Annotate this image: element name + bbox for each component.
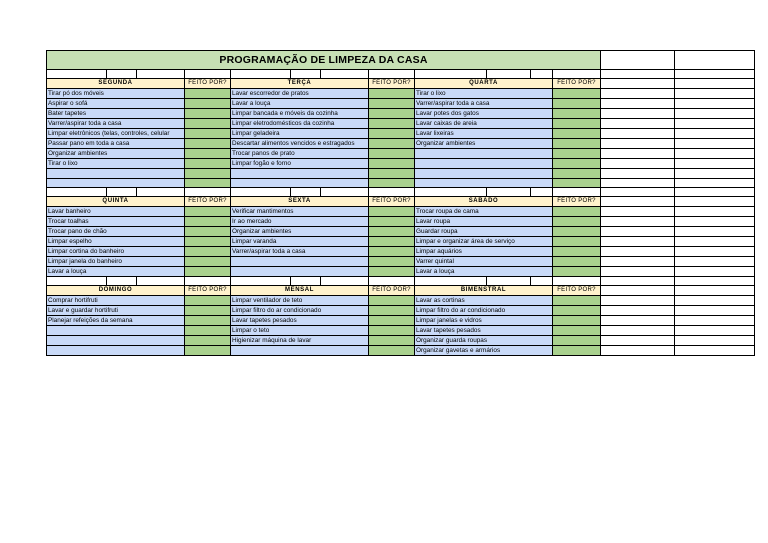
task-cell[interactable]: Lavar potes dos gatos [415,109,553,119]
empty-cell[interactable] [675,316,755,326]
spacer-row [47,70,755,79]
task-row [47,217,755,227]
task-cell[interactable]: Lavar a louça [415,267,553,277]
feito-por-cell[interactable] [553,149,601,159]
spreadsheet [46,50,755,356]
task-cell[interactable]: Limpar ventilador de teto [231,296,369,306]
task-row [47,89,755,99]
day-header[interactable]: SEGUNDA [47,79,185,89]
task-cell[interactable]: Lavar banheiro [47,207,185,217]
empty-cell[interactable] [601,169,675,178]
empty-cell[interactable] [107,70,137,79]
feito-por-cell[interactable] [369,109,415,119]
task-row [47,346,755,356]
empty-cell[interactable] [601,326,675,336]
feito-por-cell[interactable] [553,129,601,139]
task-cell[interactable]: Descartar alimentos vencidos e estragados [231,139,369,149]
task-row [47,296,755,306]
task-cell[interactable]: Trocar pano de chão [47,227,185,237]
empty-cell[interactable] [675,237,755,247]
feito-por-cell[interactable] [369,217,415,227]
empty-cell[interactable] [601,129,675,139]
empty-cell[interactable] [601,247,675,257]
feito-por-cell[interactable] [369,119,415,129]
feito-por-cell[interactable] [185,139,231,149]
feito-por-cell[interactable] [369,346,415,356]
empty-cell[interactable] [107,277,137,286]
feito-por-cell[interactable] [185,247,231,257]
task-cell[interactable]: Lavar a louça [47,267,185,277]
empty-cell[interactable] [601,346,675,356]
feito-por-cell[interactable] [553,227,601,237]
empty-cell[interactable] [531,277,553,286]
feito-por-cell[interactable] [369,129,415,139]
empty-cell[interactable] [415,187,487,196]
empty-cell[interactable] [601,187,675,196]
empty-cell[interactable] [531,70,553,79]
task-cell[interactable]: Limpar bancada e móveis da cozinha [231,109,369,119]
task-cell[interactable]: Lavar caixas de areia [415,119,553,129]
task-cell[interactable]: Limpar eletrônicos (telas, controles, celular [47,129,185,139]
empty-cell[interactable] [553,70,601,79]
empty-cell[interactable] [185,70,231,79]
task-row [47,257,755,267]
empty-cell[interactable] [487,187,531,196]
empty-cell[interactable] [675,257,755,267]
feito-por-cell[interactable] [553,207,601,217]
task-cell[interactable]: Bater tapetes [47,109,185,119]
empty-cell[interactable] [137,187,185,196]
task-row [47,267,755,277]
task-row [47,129,755,139]
feito-por-cell[interactable] [185,89,231,99]
feito-por-header[interactable]: FEITO POR? [553,197,601,207]
empty-cell[interactable] [369,70,415,79]
task-cell[interactable]: Limpar filtro do ar condicionado [415,306,553,316]
empty-cell[interactable] [369,277,415,286]
feito-por-cell[interactable] [185,149,231,159]
task-cell[interactable]: Limpar geladeira [231,129,369,139]
task-cell[interactable] [231,178,369,187]
empty-cell[interactable] [675,139,755,149]
task-cell[interactable] [47,336,185,346]
feito-por-cell[interactable] [185,178,231,187]
empty-cell[interactable] [675,159,755,169]
task-cell[interactable]: Tirar o lixo [47,159,185,169]
empty-cell[interactable] [601,70,675,79]
task-row [47,306,755,316]
feito-por-cell[interactable] [553,336,601,346]
task-cell[interactable]: Organizar ambientes [415,139,553,149]
feito-por-cell[interactable] [185,129,231,139]
task-cell[interactable] [47,346,185,356]
empty-cell[interactable] [675,306,755,316]
feito-por-cell[interactable] [553,109,601,119]
empty-cell[interactable] [675,336,755,346]
empty-cell[interactable] [675,326,755,336]
empty-cell[interactable] [675,89,755,99]
task-row [47,207,755,217]
feito-por-cell[interactable] [185,159,231,169]
empty-cell[interactable] [601,109,675,119]
task-row [47,169,755,178]
empty-cell[interactable] [675,119,755,129]
feito-por-cell[interactable] [185,326,231,336]
feito-por-header[interactable]: FEITO POR? [185,286,231,296]
feito-por-header[interactable]: FEITO POR? [369,197,415,207]
empty-cell[interactable] [675,99,755,109]
task-cell[interactable]: Lavar lixeiras [415,129,553,139]
task-row [47,159,755,169]
task-cell[interactable] [415,149,553,159]
empty-cell[interactable] [675,79,755,89]
feito-por-cell[interactable] [553,346,601,356]
empty-cell[interactable] [185,187,231,196]
empty-cell[interactable] [675,109,755,119]
task-row [47,178,755,187]
feito-por-cell[interactable] [369,257,415,267]
feito-por-cell[interactable] [185,316,231,326]
empty-cell[interactable] [601,306,675,316]
feito-por-header[interactable]: FEITO POR? [185,197,231,207]
empty-cell[interactable] [601,207,675,217]
task-row [47,336,755,346]
empty-cell[interactable] [675,197,755,207]
task-cell[interactable]: Comprar hortifruti [47,296,185,306]
feito-por-cell[interactable] [185,227,231,237]
task-cell[interactable]: Lavar as cortinas [415,296,553,306]
task-cell[interactable] [47,178,185,187]
feito-por-cell[interactable] [553,119,601,129]
feito-por-header[interactable]: FEITO POR? [553,286,601,296]
task-cell[interactable]: Higienizar máquina de lavar [231,336,369,346]
task-cell[interactable]: Organizar gavetas e armários [415,346,553,356]
feito-por-cell[interactable] [553,237,601,247]
empty-cell[interactable] [553,277,601,286]
empty-cell[interactable] [675,227,755,237]
empty-cell[interactable] [601,197,675,207]
task-cell[interactable]: Varrer/aspirar toda a casa [415,99,553,109]
day-header[interactable]: SÁBADO [415,197,553,207]
feito-por-header[interactable]: FEITO POR? [553,79,601,89]
empty-cell[interactable] [675,178,755,187]
empty-cell[interactable] [675,149,755,159]
task-cell[interactable]: Limpar janela do banheiro [47,257,185,267]
day-header[interactable]: BIMENSTRAL [415,286,553,296]
empty-cell[interactable] [675,207,755,217]
feito-por-header[interactable]: FEITO POR? [369,286,415,296]
day-header-row [47,197,755,207]
feito-por-cell[interactable] [553,169,601,178]
task-cell[interactable]: Trocar roupa de cama [415,207,553,217]
empty-cell[interactable] [47,70,107,79]
empty-cell[interactable] [675,267,755,277]
empty-cell[interactable] [601,277,675,286]
feito-por-cell[interactable] [185,346,231,356]
empty-cell[interactable] [675,51,755,70]
task-cell[interactable]: Trocar toalhas [47,217,185,227]
task-cell[interactable] [231,169,369,178]
empty-cell[interactable] [601,316,675,326]
feito-por-cell[interactable] [553,267,601,277]
task-cell[interactable] [415,159,553,169]
feito-por-cell[interactable] [553,257,601,267]
feito-por-cell[interactable] [553,159,601,169]
task-cell[interactable]: Passar pano em toda a casa [47,139,185,149]
empty-cell[interactable] [321,277,369,286]
task-row [47,247,755,257]
empty-cell[interactable] [553,187,601,196]
task-cell[interactable] [231,257,369,267]
feito-por-cell[interactable] [185,99,231,109]
empty-cell[interactable] [601,159,675,169]
day-header-row [47,79,755,89]
task-cell[interactable]: Limpar janelas e vidros [415,316,553,326]
feito-por-header[interactable]: FEITO POR? [369,79,415,89]
task-cell[interactable]: Varrer quintal [415,257,553,267]
task-cell[interactable]: Organizar ambientes [47,149,185,159]
day-header[interactable]: QUINTA [47,197,185,207]
empty-cell[interactable] [675,169,755,178]
empty-cell[interactable] [321,70,369,79]
feito-por-cell[interactable] [185,237,231,247]
spacer-row [47,187,755,196]
task-cell[interactable]: Aspirar o sofá [47,99,185,109]
task-cell[interactable]: Planejar refeições da semana [47,316,185,326]
empty-cell[interactable] [47,187,107,196]
empty-cell[interactable] [291,277,321,286]
empty-cell[interactable] [601,149,675,159]
task-cell[interactable]: Lavar e guardar hortifruti [47,306,185,316]
task-row [47,139,755,149]
task-row [47,316,755,326]
empty-cell[interactable] [185,277,231,286]
sheet-title[interactable]: PROGRAMAÇÃO DE LIMPEZA DA CASA [47,51,601,70]
task-cell[interactable]: Trocar panos de prato [231,149,369,159]
feito-por-cell[interactable] [185,267,231,277]
empty-cell[interactable] [675,346,755,356]
empty-cell[interactable] [415,70,487,79]
feito-por-cell[interactable] [369,227,415,237]
task-cell[interactable] [231,267,369,277]
feito-por-cell[interactable] [369,207,415,217]
empty-cell[interactable] [231,277,291,286]
empty-cell[interactable] [601,217,675,227]
task-cell[interactable]: Lavar a louça [231,99,369,109]
task-cell[interactable]: Limpar cortina do banheiro [47,247,185,257]
task-cell[interactable] [415,169,553,178]
feito-por-cell[interactable] [369,178,415,187]
empty-cell[interactable] [601,79,675,89]
feito-por-cell[interactable] [369,296,415,306]
day-header[interactable]: TERÇA [231,79,369,89]
empty-cell[interactable] [601,119,675,129]
task-row [47,99,755,109]
empty-cell[interactable] [601,51,675,70]
task-cell[interactable]: Lavar roupa [415,217,553,227]
task-cell[interactable]: Verificar mantimentos [231,207,369,217]
empty-cell[interactable] [675,296,755,306]
feito-por-cell[interactable] [369,139,415,149]
feito-por-cell[interactable] [369,247,415,257]
empty-cell[interactable] [415,277,487,286]
empty-cell[interactable] [675,247,755,257]
empty-cell[interactable] [601,99,675,109]
task-row [47,326,755,336]
task-cell[interactable]: Lavar escorredor de pratos [231,89,369,99]
task-row [47,109,755,119]
empty-cell[interactable] [291,187,321,196]
empty-cell[interactable] [231,70,291,79]
task-cell[interactable]: Lavar tapetes pesados [231,316,369,326]
feito-por-cell[interactable] [369,267,415,277]
feito-por-cell[interactable] [553,178,601,187]
empty-cell[interactable] [531,187,553,196]
task-cell[interactable] [47,169,185,178]
task-cell[interactable]: Limpar aquários [415,247,553,257]
day-header[interactable]: DOMINGO [47,286,185,296]
empty-cell[interactable] [601,286,675,296]
task-row [47,227,755,237]
task-cell[interactable]: Limpar varanda [231,237,369,247]
feito-por-cell[interactable] [369,316,415,326]
feito-por-cell[interactable] [553,99,601,109]
day-header-row [47,286,755,296]
feito-por-cell[interactable] [185,257,231,267]
empty-cell[interactable] [675,286,755,296]
task-cell[interactable]: Organizar ambientes [231,227,369,237]
spacer-row [47,277,755,286]
day-header[interactable]: MENSAL [231,286,369,296]
task-cell[interactable]: Varrer/aspirar toda a casa [47,119,185,129]
task-cell[interactable]: Limpar espelho [47,237,185,247]
empty-cell[interactable] [601,296,675,306]
feito-por-cell[interactable] [369,326,415,336]
task-cell[interactable]: Limpar filtro do ar condicionado [231,306,369,316]
feito-por-cell[interactable] [185,119,231,129]
empty-cell[interactable] [675,70,755,79]
empty-cell[interactable] [487,277,531,286]
feito-por-cell[interactable] [185,109,231,119]
task-cell[interactable]: Organizar guarda roupas [415,336,553,346]
empty-cell[interactable] [675,187,755,196]
task-row [47,149,755,159]
feito-por-cell[interactable] [185,169,231,178]
empty-cell[interactable] [47,277,107,286]
feito-por-cell[interactable] [553,316,601,326]
empty-cell[interactable] [601,89,675,99]
day-header[interactable]: QUARTA [415,79,553,89]
empty-cell[interactable] [369,187,415,196]
feito-por-cell[interactable] [369,237,415,247]
cleaning-schedule-table [46,50,755,356]
feito-por-cell[interactable] [553,306,601,316]
task-cell[interactable] [231,346,369,356]
feito-por-cell[interactable] [369,306,415,316]
feito-por-cell[interactable] [553,89,601,99]
feito-por-cell[interactable] [369,159,415,169]
empty-cell[interactable] [107,187,137,196]
feito-por-header[interactable]: FEITO POR? [185,79,231,89]
task-cell[interactable] [47,326,185,336]
empty-cell[interactable] [601,237,675,247]
task-cell[interactable]: Limpar e organizar área de serviço [415,237,553,247]
task-cell[interactable]: Limpar fogão e forno [231,159,369,169]
empty-cell[interactable] [231,187,291,196]
task-cell[interactable]: Limpar o teto [231,326,369,336]
feito-por-cell[interactable] [369,149,415,159]
feito-por-cell[interactable] [553,139,601,149]
title-row [47,51,755,70]
empty-cell[interactable] [601,336,675,346]
feito-por-cell[interactable] [369,336,415,346]
empty-cell[interactable] [675,277,755,286]
task-cell[interactable]: Varrer/aspirar toda a casa [231,247,369,257]
task-row [47,237,755,247]
task-cell[interactable]: Limpar eletrodomésticos da cozinha [231,119,369,129]
feito-por-cell[interactable] [369,89,415,99]
task-cell[interactable]: Tirar pó dos móveis [47,89,185,99]
feito-por-cell[interactable] [553,217,601,227]
empty-cell[interactable] [137,277,185,286]
task-cell[interactable]: Tirar o lixo [415,89,553,99]
task-cell[interactable] [415,178,553,187]
empty-cell[interactable] [601,257,675,267]
empty-cell[interactable] [601,178,675,187]
empty-cell[interactable] [675,129,755,139]
feito-por-cell[interactable] [185,217,231,227]
empty-cell[interactable] [291,70,321,79]
task-cell[interactable]: Guardar roupa [415,227,553,237]
feito-por-cell[interactable] [185,336,231,346]
empty-cell[interactable] [137,70,185,79]
empty-cell[interactable] [601,139,675,149]
empty-cell[interactable] [601,227,675,237]
feito-por-cell[interactable] [369,169,415,178]
feito-por-cell[interactable] [553,296,601,306]
empty-cell[interactable] [321,187,369,196]
empty-cell[interactable] [487,70,531,79]
empty-cell[interactable] [675,217,755,227]
task-cell[interactable]: Lavar tapetes pesados [415,326,553,336]
feito-por-cell[interactable] [185,207,231,217]
feito-por-cell[interactable] [553,326,601,336]
empty-cell[interactable] [601,267,675,277]
task-cell[interactable]: Ir ao mercado [231,217,369,227]
feito-por-cell[interactable] [185,306,231,316]
day-header[interactable]: SEXTA [231,197,369,207]
feito-por-cell[interactable] [369,99,415,109]
feito-por-cell[interactable] [185,296,231,306]
feito-por-cell[interactable] [553,247,601,257]
task-row [47,119,755,129]
